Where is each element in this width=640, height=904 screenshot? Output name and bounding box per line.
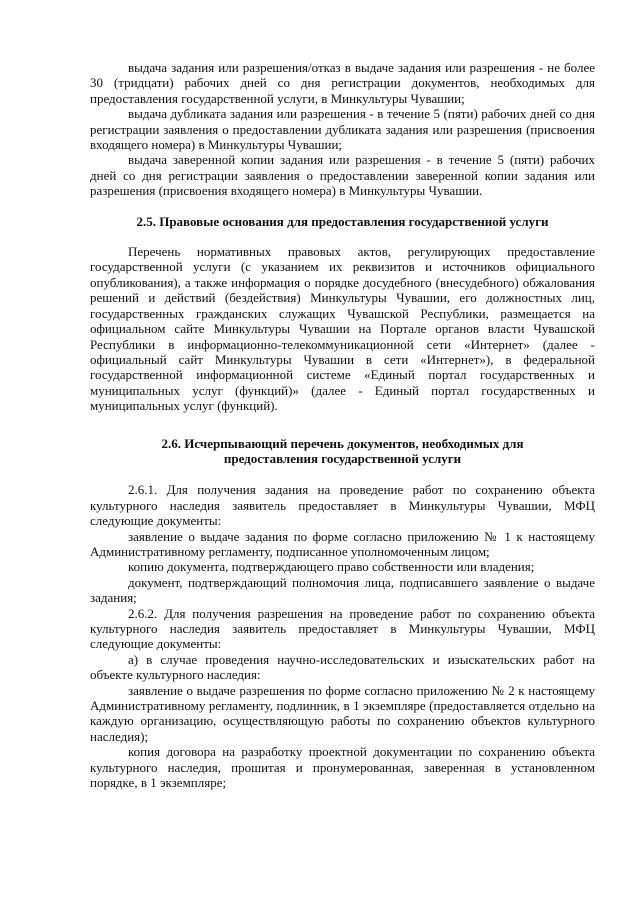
section-heading-2-6: 2.6. Исчерпывающий перечень документов, необходимых для предоставления государственной услуги <box>161 435 524 466</box>
paragraph-permit-application: заявление о выдаче разрешения по форме согласно приложению № 2 к настоящему Административному регламенту, подлинник, в 1 экземпляре (предоставляется отдельно на каждую организацию, осуществляющую работы по сохранению объектов культурного наследия); <box>90 682 595 744</box>
document-body <box>90 60 595 790</box>
paragraph-deadline-issue: выдача задания или разрешения/отказ в выдаче задания или разрешения - не более 30 (тридцати) рабочих дней со дня регистрации документов, необходимых для предоставления государственной услуги, в Минкультуры Чувашии; <box>90 60 595 106</box>
section-heading-2-5: 2.5. Правовые основания для предоставления государственной услуги <box>136 213 549 229</box>
paragraph-ownership-copy: копию документа, подтверждающего право собственности или владения; <box>128 559 535 575</box>
paragraph-task-application: заявление о выдаче задания по форме согласно приложению № 1 к настоящему Административному регламенту, подписанное уполномоченным лицом; <box>90 528 595 559</box>
paragraph-deadline-copy: выдача заверенной копии задания или разрешения - в течение 5 (пяти) рабочих дней со дня регистрации заявления о предоставлении заверенной копии задания или разрешения (присвоения входящего номера) в Минкультуры Чувашии. <box>90 152 595 199</box>
paragraph-research-works: а) в случае проведения научно-исследовательских и изыскательских работ на объекте культурного наследия: <box>90 651 595 683</box>
paragraph-contract-copy: копия договора на разработку проектной документации по сохранению объекта культурного наследия, прошитая и пронумерованная, заверенная в установленном порядке, в 1 экземпляре; <box>90 744 595 791</box>
paragraph-legal-basis: Перечень нормативных правовых актов, регулирующих предоставление государственной услуги (с указанием их реквизитов и источников официального опубликования), а также информация о порядке досудебного (внесудебного) обжалования решений и действий (бездействия) Минкультуры Чувашии, его должностных лиц, государственных гражданских служащих Чувашской Республики, размещается на официальном сайте Минкультуры Чувашии на Портале органов власти Чувашской Республики в информационно-телекоммуникационной сети «Интернет» (далее - официальный сайт Минкультуры Чувашии в сети «Интернет»), в федеральной государственной информационной системе «Единый портал государственных и муниципальных услуг (функций)» (далее - Единый портал государственных и муниципальных услуг (функций). <box>90 244 595 414</box>
paragraph-deadline-duplicate: выдача дубликата задания или разрешения - в течение 5 (пяти) рабочих дней со дня регистрации заявления о предоставлении дубликата задания или разрешения (присвоения входящего номера) в Минкультуры Чувашии; <box>90 106 595 153</box>
paragraph-2-6-2: 2.6.2. Для получения разрешения на проведение работ по сохранению объекта культурного наследия заявитель предоставляет в Минкультуры Чувашии, МФЦ следующие документы: <box>90 605 595 652</box>
paragraph-authority-document: документ, подтверждающий полномочия лица, подписавшего заявление о выдаче задания; <box>90 574 595 606</box>
paragraph-2-6-1: 2.6.1. Для получения задания на проведение работ по сохранению объекта культурного наследия заявитель предоставляет в Минкультуры Чувашии, МФЦ следующие документы: <box>90 482 595 529</box>
